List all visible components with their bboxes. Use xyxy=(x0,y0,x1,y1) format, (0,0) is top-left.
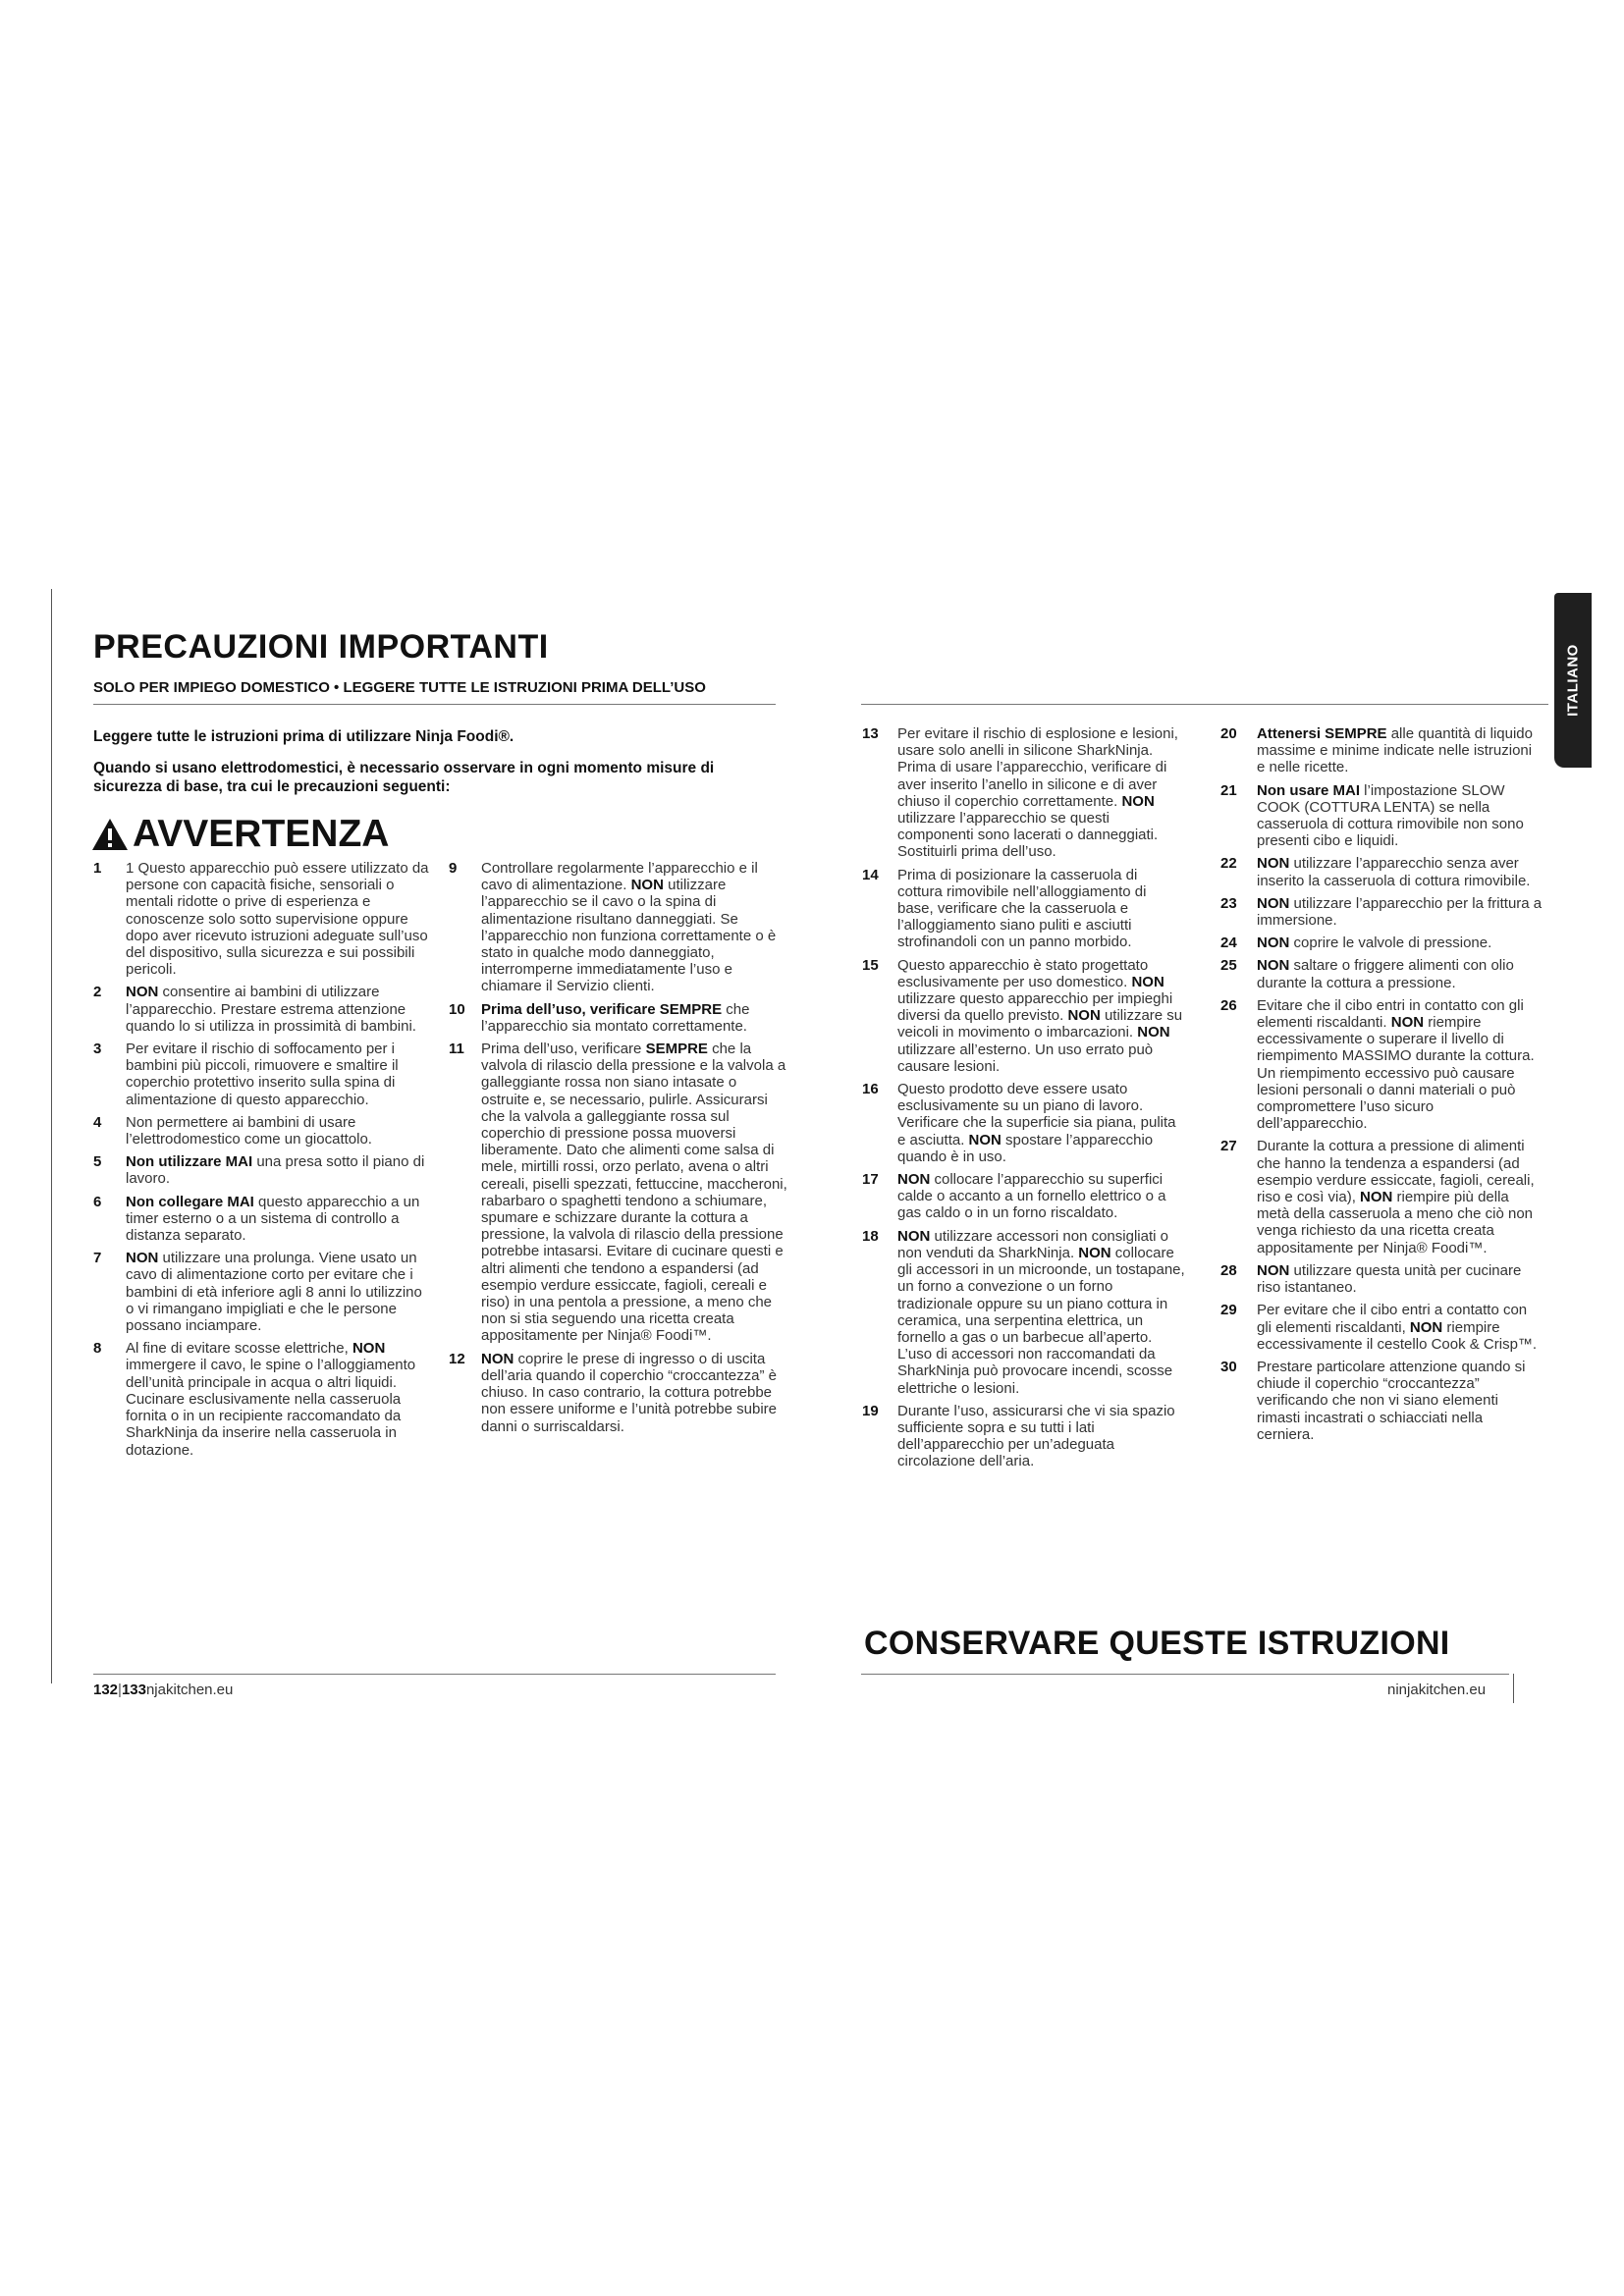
warning-item xyxy=(449,1041,787,1345)
warning-item xyxy=(93,860,432,978)
warnings-column-3 xyxy=(862,725,1186,1476)
warning-text: NON saltare o friggere alimenti con olio durante la cottura a pressione. xyxy=(1257,957,1514,991)
warning-text: Prima di posizionare la casseruola di cottura rimovibile nell’alloggiamento di base, verificare che la casseruola e l’alloggiamento siano puliti e asciutti strofinandoli con un panno morbido. xyxy=(897,866,1147,951)
warning-item xyxy=(862,1081,1186,1165)
warning-number: 26 xyxy=(1220,996,1237,1014)
warning-text: Non permettere ai bambini di usare l’elettrodomestico come un giocattolo. xyxy=(126,1113,372,1148)
warning-number: 19 xyxy=(862,1402,879,1419)
warning-text: Per evitare il rischio di soffocamento per i bambini più piccoli, rimuovere e smaltire il coperchio protettivo inserito sulla spina di alimentazione di questo apparecchio. xyxy=(126,1041,399,1108)
warning-item xyxy=(449,1351,787,1435)
warning-item xyxy=(1220,997,1543,1133)
page-subtitle: SOLO PER IMPIEGO DOMESTICO • LEGGERE TUTTE LE ISTRUZIONI PRIMA DELL’USO xyxy=(93,679,706,696)
warning-item xyxy=(1220,895,1543,929)
warning-item xyxy=(449,1001,787,1035)
title-rule-left xyxy=(93,704,776,705)
site-link-right: ninjakitchen.eu xyxy=(1387,1682,1487,1698)
warning-number: 1 xyxy=(93,860,102,877)
warning-number: 22 xyxy=(1220,855,1237,873)
warning-text: Non collegare MAI questo apparecchio a un timer esterno o a un sistema di controllo a distanza separato. xyxy=(126,1193,420,1245)
warning-text: Questo apparecchio è stato progettato esclusivamente per uso domestico. NON utilizzare questo apparecchio per impieghi diversi da quello previsto. NON utilizzare su veicoli in movimento o imbarcazioni. NON utilizzare all’esterno. Un uso errato può causare lesioni. xyxy=(897,956,1183,1075)
warning-number: 11 xyxy=(449,1041,464,1058)
warning-number: 12 xyxy=(449,1350,465,1367)
page-title: PRECAUZIONI IMPORTANTI xyxy=(93,628,549,666)
warning-text: Prima dell’uso, verificare SEMPRE che la valvola di rilascio della pressione e la valvola a galleggiante rossa non siano intasate o ostruite e, se necessario, pulirle. Assicurarsi che la valvola a galleggiante rossa sul coperchio di pressione possa muoversi liberamente. Dato che alimenti come salsa di mele, mirtilli rossi, orzo perlato, avena o altri cereali, piselli spezzati, fettuccine, maccheroni, rabarbaro o spaghetti tendono a schiumare, spumare e schizzare durante la cottura a pressione, la valvola di rilascio della pressione potrebbe intasarsi. Evitare di cucinare questi e altri alimenti che tendono a espandersi (ad esempio verdure essiccate, fagioli, cereali e riso) in una pentola a pressione, a meno che non si stia seguendo una ricetta creata appositamente per Ninja® Foodi™. xyxy=(481,1041,787,1345)
warning-number: 28 xyxy=(1220,1261,1237,1279)
warnings-column-4 xyxy=(1220,725,1543,1449)
warning-text: NON utilizzare questa unità per cucinare riso istantaneo. xyxy=(1257,1261,1522,1297)
footer-right xyxy=(1387,1682,1486,1698)
warning-number: 2 xyxy=(93,984,102,1001)
warning-text: NON utilizzare l’apparecchio per la frittura a immersione. xyxy=(1257,894,1543,930)
warning-text: NON collocare l’apparecchio su superfici calde o accanto a un fornello elettrico o a gas caldo o in un forno riscaldato. xyxy=(897,1171,1166,1222)
footer-rule-left xyxy=(93,1674,776,1675)
warning-text: Attenersi SEMPRE alle quantità di liquido massime e minime indicate nelle istruzioni e nelle ricette. xyxy=(1257,725,1533,776)
warning-text: NON utilizzare l’apparecchio senza aver inserito la casseruola di cottura rimovibile. xyxy=(1257,855,1531,889)
language-tab xyxy=(1554,593,1592,768)
warning-item xyxy=(449,860,787,995)
warning-number: 25 xyxy=(1220,957,1237,975)
warning-item xyxy=(1220,1359,1543,1443)
warning-text: Evitare che il cibo entri in contatto con gli elementi riscaldanti. NON riempire eccessivamente o superare il livello di riempimento MASSIMO durante la cottura. Un riempimento eccessivo può causare lesioni personali o danni materiali o può compromettere l’uso sicuro dell’apparecchio. xyxy=(1257,996,1535,1133)
warning-number: 29 xyxy=(1220,1302,1237,1319)
warning-number: 4 xyxy=(93,1113,102,1131)
language-tab-label: ITALIANO xyxy=(1564,644,1582,717)
warning-item xyxy=(862,725,1186,861)
warning-item xyxy=(862,1171,1186,1222)
footer-right-divider xyxy=(1513,1674,1514,1703)
warning-number: 20 xyxy=(1220,725,1237,742)
warning-number: 15 xyxy=(862,956,879,974)
warning-item xyxy=(93,1194,432,1245)
warning-text: Questo prodotto deve essere usato esclusivamente su un piano di lavoro. Verificare che la superficie sia piana, pulita e asciutta. NON spostare l’apparecchio quando è in uso. xyxy=(897,1081,1176,1165)
warning-text: Durante la cottura a pressione di alimenti che hanno la tendenza a espandersi (ad esempio verdure essiccate, fagioli, cereali, riso e così via), NON riempire più della metà della casseruola a meno che ciò non venga richiesto da una ricetta creata appositamente per Ninja® Foodi™. xyxy=(1257,1138,1535,1256)
warning-text: Prestare particolare attenzione quando si chiude il coperchio “croccantezza” verificando che non vi siano elementi rimasti incastrati o schiacciati nella cerniera. xyxy=(1257,1358,1526,1443)
intro-read-all: Leggere tutte le istruzioni prima di utilizzare Ninja Foodi®. xyxy=(93,728,514,745)
warning-item xyxy=(93,1114,432,1148)
warning-item xyxy=(862,867,1186,951)
warning-number: 17 xyxy=(862,1171,879,1189)
warning-number: 10 xyxy=(449,1000,465,1018)
warning-text: 1 Questo apparecchio può essere utilizzato da persone con capacità fisiche, sensoriali o mentali ridotte o prive di esperienza e conoscenze solo sotto supervisione oppure dopo aver ricevuto istruzioni adeguate sull’uso del dispositivo, sulla sicurezza e sui possibili pericoli. xyxy=(126,860,429,979)
warnings-column-1 xyxy=(93,860,432,1465)
warning-number: 13 xyxy=(862,725,879,742)
warning-item xyxy=(1220,934,1543,951)
warning-text: Per evitare che il cibo entri a contatto con gli elementi riscaldanti, NON riempire eccessivamente il cestello Cook & Crisp™. xyxy=(1257,1302,1538,1353)
warning-number: 8 xyxy=(93,1340,102,1358)
intro-safety: Quando si usano elettrodomestici, è necessario osservare in ogni momento misure di sicurezza di base, tra cui le precauzioni seguenti: xyxy=(93,760,715,795)
save-instructions-heading: CONSERVARE QUESTE ISTRUZIONI xyxy=(864,1625,1450,1662)
warning-text: Al fine di evitare scosse elettriche, NON immergere il cavo, le spine o l’alloggiamento dell’unità principale in acqua o altri liquidi. Cucinare esclusivamente nella casseruola fornita o in un recipiente raccomandato da SharkNinja da inserire nella casseruola in dotazione. xyxy=(126,1340,416,1459)
warning-item xyxy=(1220,1302,1543,1353)
warning-item xyxy=(93,1250,432,1334)
warning-number: 3 xyxy=(93,1041,102,1058)
warning-label: AVVERTENZA xyxy=(133,813,390,855)
warning-number: 7 xyxy=(93,1250,102,1267)
title-rule-right xyxy=(861,704,1548,705)
warnings-column-2 xyxy=(449,860,787,1441)
page-number-left: 132 xyxy=(93,1682,119,1698)
warning-text: Durante l’uso, assicurarsi che vi sia spazio sufficiente sopra e su tutti i lati dell’apparecchio per un’adeguata circolazione dell’aria. xyxy=(897,1402,1175,1470)
warning-number: 23 xyxy=(1220,894,1237,912)
warning-number: 6 xyxy=(93,1193,102,1210)
footer-left: 132|133njakitchen.eu xyxy=(93,1682,234,1698)
warning-number: 16 xyxy=(862,1081,879,1098)
warning-heading xyxy=(90,813,389,856)
warning-item xyxy=(93,1153,432,1187)
warning-text: Non usare MAI l’impostazione SLOW COOK (COTTURA LENTA) se nella casseruola di cottura rimovibile non sono presenti cibo e liquidi. xyxy=(1257,781,1524,850)
warning-number: 27 xyxy=(1220,1138,1237,1155)
warning-text: Controllare regolarmente l’apparecchio e il cavo di alimentazione. NON utilizzare l’apparecchio se il cavo o la spina di alimentazione risultano danneggiati. Se l’apparecchio non funziona correttamente o è stato in qualche modo danneggiato, interromperne immediatamente l’uso e chiamare il Servizio clienti. xyxy=(481,860,777,995)
warning-item xyxy=(1220,725,1543,776)
warning-item xyxy=(1220,782,1543,850)
warning-item xyxy=(862,1228,1186,1397)
warning-number: 21 xyxy=(1220,781,1237,799)
warning-text: NON utilizzare una prolunga. Viene usato un cavo di alimentazione corto per evitare che i bambini di età inferiore agli 8 anni lo utilizzino o vi rimangano impigliati e che le persone possano inciampare. xyxy=(126,1250,422,1335)
warning-number: 5 xyxy=(93,1153,102,1171)
warning-item xyxy=(1220,957,1543,990)
warning-text: NON utilizzare accessori non consigliati o non venduti da SharkNinja. NON collocare gli accessori in un microonde, un tostapane, un forno a convezione o un forno tradizionale oppure su un piano cottura in ceramica, una serpentina elettrica, un fornello a gas o un barbecue all’aperto. L’uso di accessori non raccomandati da SharkNinja può provocare incendi, scosse elettriche o lesioni. xyxy=(897,1227,1185,1397)
warning-item xyxy=(862,957,1186,1075)
site-link-left: njakitchen.eu xyxy=(145,1682,234,1698)
warning-triangle-icon xyxy=(90,817,130,852)
warning-text: Per evitare il rischio di esplosione e lesioni, usare solo anelli in silicone SharkNinja. Prima di usare l’apparecchio, verificare di aver inserito l’anello in silicone e di aver chiuso il coperchio correttamente. NON utilizzare l’apparecchio se questi componenti sono lacerati o danneggiati. Sostituirli prima dell’uso. xyxy=(897,725,1178,861)
warning-number: 18 xyxy=(862,1227,879,1245)
warning-number: 30 xyxy=(1220,1358,1237,1375)
warning-text: Non utilizzare MAI una presa sotto il piano di lavoro. xyxy=(126,1153,425,1188)
warning-number: 9 xyxy=(449,860,458,877)
warning-text: NON consentire ai bambini di utilizzare l’apparecchio. Prestare estrema attenzione quando lo si utilizza in prossimità di bambini. xyxy=(126,984,416,1035)
warning-text: Prima dell’uso, verificare SEMPRE che l’apparecchio sia montato correttamente. xyxy=(481,1000,750,1035)
footer-rule-right xyxy=(861,1674,1509,1675)
warning-item xyxy=(93,984,432,1035)
warning-number: 24 xyxy=(1220,934,1237,952)
left-margin-line xyxy=(51,589,52,1683)
warning-item xyxy=(1220,1138,1543,1255)
warning-item xyxy=(1220,855,1543,888)
page-number-right: 133 xyxy=(121,1682,146,1698)
warning-number: 14 xyxy=(862,866,879,883)
warning-item xyxy=(862,1403,1186,1470)
warning-item xyxy=(93,1041,432,1108)
warning-text: NON coprire le prese di ingresso o di uscita dell’aria quando il coperchio “croccantezza” è chiuso. In caso contrario, la cottura potrebbe non essere uniforme e l’unità potrebbe subire danni o surriscaldarsi. xyxy=(481,1350,778,1435)
warning-item xyxy=(1220,1262,1543,1296)
warning-item xyxy=(93,1340,432,1458)
warning-text: NON coprire le valvole di pressione. xyxy=(1257,934,1492,952)
